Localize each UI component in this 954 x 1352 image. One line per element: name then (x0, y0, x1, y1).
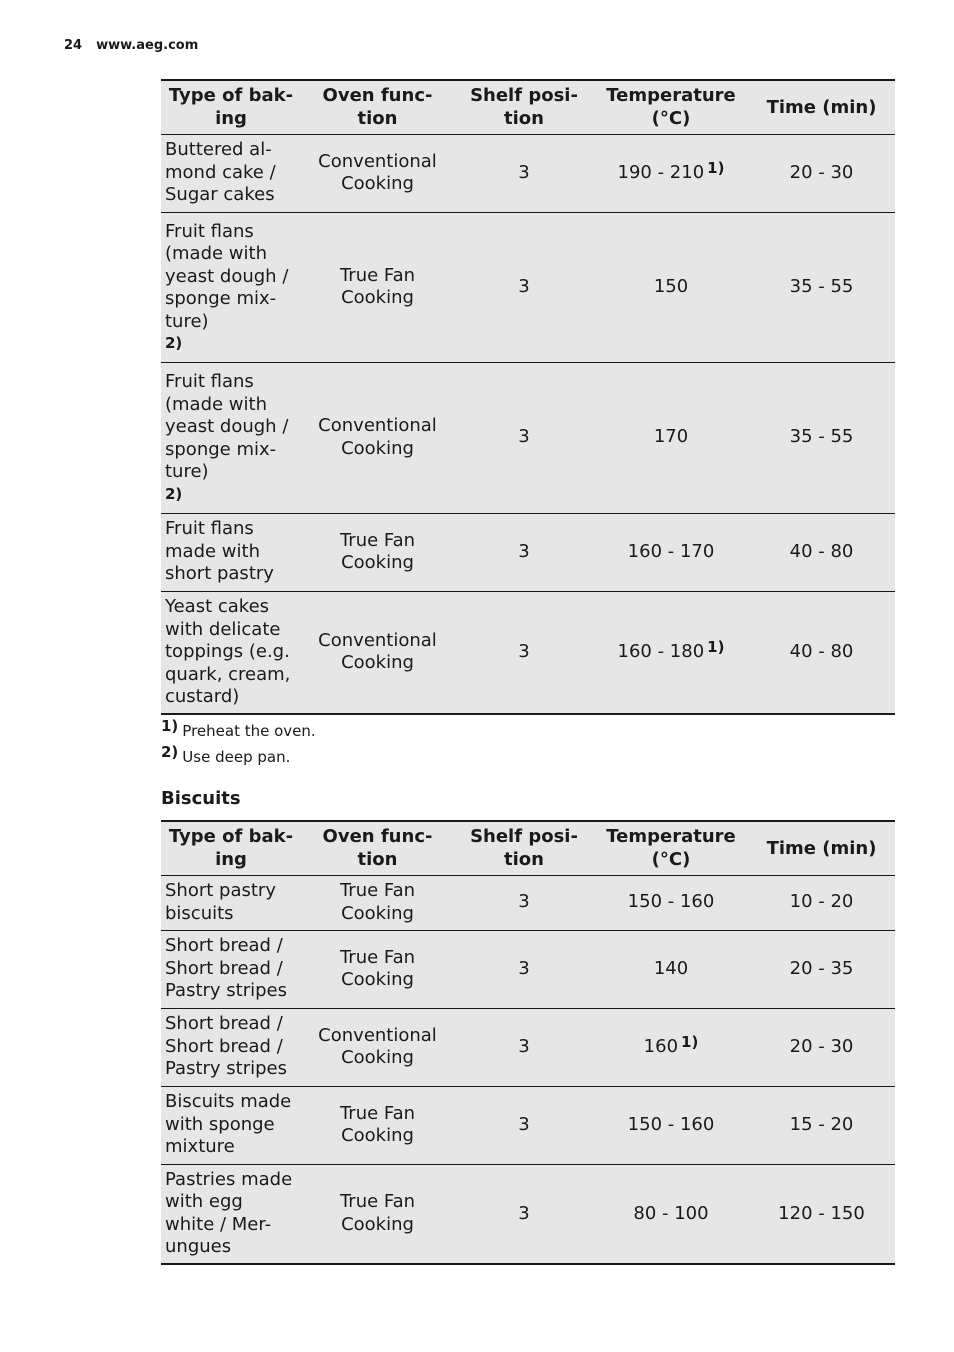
col-header-shelf (454, 80, 594, 134)
cell-temperature (594, 875, 748, 930)
cell-shelf (454, 212, 594, 362)
temperature-text: 150 - 160 (627, 891, 715, 913)
type-text: Pastries made with egg white / Mer-ungues (165, 1168, 293, 1258)
section-title: Biscuits (161, 788, 241, 809)
table-row (161, 1008, 895, 1086)
baking-table-cakes (161, 79, 895, 715)
shelf-text: 3 (518, 275, 530, 297)
footnote (161, 718, 316, 744)
cell-type (161, 513, 301, 591)
footnote (161, 744, 316, 770)
cell-type (161, 1086, 301, 1164)
function-text: True Fan Cooking (339, 1191, 416, 1235)
page-number: 24 (64, 38, 83, 53)
cell-function (301, 591, 454, 714)
shelf-text: 3 (518, 426, 530, 448)
table-row (161, 362, 895, 513)
col-header-temperature-label: Temperature (°C) (606, 826, 736, 871)
shelf-text: 3 (518, 161, 530, 183)
col-header-type-label: Type of bak-ing (168, 826, 294, 871)
function-text: Conventional Cooking (318, 150, 437, 194)
col-header-shelf-label: Shelf posi-tion (470, 85, 578, 130)
shelf-text: 3 (518, 641, 530, 662)
cell-temperature (594, 1164, 748, 1264)
shelf-text: 3 (518, 1113, 530, 1135)
footnote-mark: 2) (161, 743, 179, 761)
cell-temperature (594, 362, 748, 513)
function-text: True Fan Cooking (339, 529, 416, 573)
cell-function (301, 362, 454, 513)
col-header-time-label: Time (min) (766, 96, 877, 118)
cell-temperature (594, 212, 748, 362)
cell-time (748, 1164, 895, 1264)
function-text: True Fan Cooking (339, 880, 416, 924)
temperature-text: 160 (643, 1035, 679, 1057)
function-text: True Fan Cooking (339, 946, 416, 990)
cell-time (748, 1008, 895, 1086)
cell-function (301, 1086, 454, 1164)
col-header-function-label: Oven func-tion (322, 85, 433, 130)
cell-time (748, 134, 895, 212)
time-text: 20 - 35 (789, 957, 854, 979)
cell-function (301, 513, 454, 591)
time-text: 20 - 30 (789, 161, 854, 183)
function-text: Conventional Cooking (318, 1024, 437, 1068)
col-header-temperature (594, 821, 748, 875)
cell-temperature (594, 1086, 748, 1164)
cell-function (301, 875, 454, 930)
footnotes (161, 718, 316, 770)
type-text: Short bread / Short bread / Pastry stripes (165, 1013, 288, 1080)
col-header-shelf-label: Shelf posi-tion (470, 826, 578, 871)
temperature-text: 80 - 100 (633, 1202, 709, 1224)
cell-shelf (454, 930, 594, 1008)
table-row (161, 930, 895, 1008)
footnote-text: Preheat the oven. (182, 722, 316, 740)
footnote-text: Use deep pan. (182, 748, 291, 766)
cell-time (748, 591, 895, 714)
col-header-type-label: Type of bak-ing (168, 85, 294, 130)
temperature-text: 150 - 160 (627, 1113, 715, 1135)
cell-type (161, 930, 301, 1008)
website-url: www.aeg.com (96, 38, 199, 53)
temperature-text: 140 (653, 957, 689, 979)
temperature-text: 190 - 210 (617, 161, 705, 183)
time-text: 15 - 20 (789, 1113, 854, 1135)
cell-type (161, 1164, 301, 1264)
time-text: 35 - 55 (789, 426, 854, 448)
cell-time (748, 513, 895, 591)
table-header-row (161, 821, 895, 875)
col-header-time (748, 821, 895, 875)
function-text: Conventional Cooking (318, 415, 437, 459)
shelf-text: 3 (518, 1202, 530, 1224)
cell-type (161, 1008, 301, 1086)
cell-function (301, 134, 454, 212)
table-row (161, 212, 895, 362)
cell-shelf (454, 134, 594, 212)
type-text: Buttered al-mond cake / Sugar cakes (165, 139, 276, 206)
footnote-ref: 1) (681, 1032, 699, 1051)
footnote-mark: 1) (161, 717, 179, 735)
cell-shelf (454, 513, 594, 591)
baking-table-biscuits (161, 820, 895, 1265)
temperature-text: 170 (653, 426, 689, 448)
cell-type (161, 875, 301, 930)
col-header-function (301, 821, 454, 875)
col-header-time (748, 80, 895, 134)
table-row (161, 591, 895, 714)
time-text: 40 - 80 (789, 641, 854, 662)
cell-temperature (594, 930, 748, 1008)
time-text: 40 - 80 (789, 540, 854, 562)
type-text: Fruit flans (made with yeast dough / sponge mix-ture) (165, 220, 289, 332)
type-text: Fruit flans (made with yeast dough / sponge mix-ture) (165, 371, 289, 483)
cell-time (748, 212, 895, 362)
col-header-type (161, 821, 301, 875)
cell-shelf (454, 1164, 594, 1264)
time-text: 20 - 30 (789, 1035, 854, 1057)
cell-shelf (454, 1086, 594, 1164)
table-row (161, 1164, 895, 1264)
cell-time (748, 1086, 895, 1164)
function-text: Conventional Cooking (318, 629, 437, 674)
cell-shelf (454, 875, 594, 930)
footnote-ref: 2) (165, 334, 183, 353)
type-text: Short bread / Short bread / Pastry stripes (165, 935, 288, 1002)
cell-shelf (454, 1008, 594, 1086)
type-text: Fruit flans made with short pastry (165, 518, 274, 585)
function-text: True Fan Cooking (339, 1102, 416, 1146)
col-header-function (301, 80, 454, 134)
shelf-text: 3 (518, 540, 530, 562)
cell-shelf (454, 591, 594, 714)
col-header-type (161, 80, 301, 134)
type-text: Yeast cakes with delicate toppings (e.g. quark, cream, custard) (165, 596, 291, 707)
page-header (64, 38, 198, 53)
col-header-function-label: Oven func-tion (322, 826, 433, 871)
shelf-text: 3 (518, 891, 530, 913)
cell-type (161, 362, 301, 513)
cell-temperature (594, 134, 748, 212)
cell-type (161, 591, 301, 714)
temperature-text: 160 - 180 (617, 641, 705, 662)
temperature-text: 160 - 170 (627, 540, 715, 562)
cell-type (161, 212, 301, 362)
table-header-row (161, 80, 895, 134)
table-row (161, 134, 895, 212)
time-text: 35 - 55 (789, 275, 854, 297)
footnote-ref: 1) (707, 638, 725, 656)
table-row (161, 513, 895, 591)
col-header-temperature-label: Temperature (°C) (606, 85, 736, 130)
footnote-ref: 1) (707, 158, 725, 177)
cell-type (161, 134, 301, 212)
cell-function (301, 1164, 454, 1264)
cell-shelf (454, 362, 594, 513)
table-row (161, 875, 895, 930)
cell-temperature (594, 513, 748, 591)
cell-temperature (594, 1008, 748, 1086)
time-text: 120 - 150 (778, 1202, 865, 1224)
cell-function (301, 212, 454, 362)
temperature-text: 150 (653, 275, 689, 297)
cell-temperature (594, 591, 748, 714)
cell-time (748, 930, 895, 1008)
function-text: True Fan Cooking (339, 264, 416, 308)
cell-time (748, 362, 895, 513)
col-header-temperature (594, 80, 748, 134)
col-header-time-label: Time (min) (766, 837, 877, 859)
cell-time (748, 875, 895, 930)
table-row (161, 1086, 895, 1164)
type-text: Biscuits made with sponge mixture (165, 1091, 292, 1158)
shelf-text: 3 (518, 1035, 530, 1057)
type-text: Short pastry biscuits (165, 880, 276, 924)
shelf-text: 3 (518, 957, 530, 979)
time-text: 10 - 20 (789, 891, 854, 913)
cell-function (301, 930, 454, 1008)
footnote-ref: 2) (165, 484, 183, 503)
cell-function (301, 1008, 454, 1086)
col-header-shelf (454, 821, 594, 875)
